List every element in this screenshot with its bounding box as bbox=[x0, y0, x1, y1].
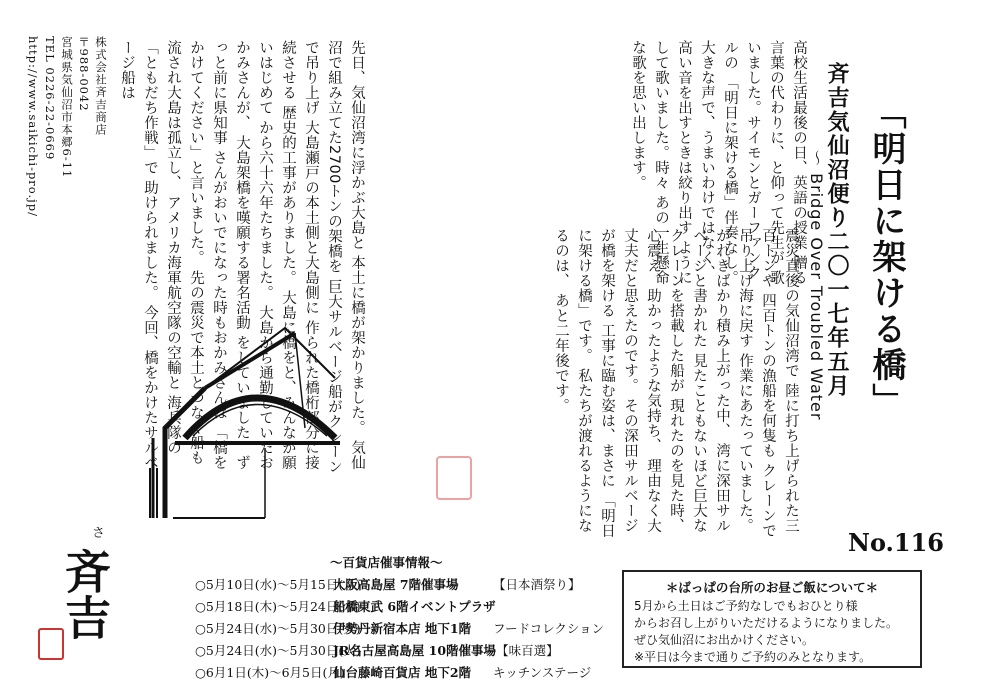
newsletter-title: 斉吉気仙沼便り二〇一七年五月 bbox=[824, 62, 850, 398]
event-item: ○5月24日(水)～5月30日(火)伊勢丹新宿本店 地下1階 フードコレクション bbox=[195, 621, 605, 636]
headline: 「明日に架ける橋」 bbox=[866, 95, 906, 419]
red-seal-stamp bbox=[436, 456, 472, 500]
notice-line: ぜひ気仙沼にお出かけください。 bbox=[634, 633, 815, 647]
notice-line: ※平日は今まで通りご予約のみとなります。 bbox=[634, 650, 872, 664]
company-tel: TEL 0226-22-0669 bbox=[43, 36, 57, 161]
event-item: ○5月18日(木)～5月24日(水)船橋東武 6階イベントプラザ bbox=[195, 599, 496, 614]
company-name: 株式会社斉吉商店 bbox=[94, 36, 108, 136]
company-address: 宮城県気仙沼市本郷6-11 bbox=[60, 36, 74, 179]
events-list bbox=[195, 574, 604, 684]
event-item: ○6月1日(木)～6月5日(月)仙台藤崎百貨店 地下2階 キッチンステージ bbox=[195, 665, 592, 680]
seal-stamp bbox=[38, 628, 64, 660]
paragraph-earthquake: 震災直後の気仙沼湾で 陸に打ち上げられた三百トンや 四百トンの漁船を何隻も クレーンで吊り上げ海に戻す 作業にあたっていました。 がれきばかり積み上がった中、 湾に深田サルベージと書かれた 見たこともないほど巨大な クレーンを搭載した船が 現れたのを見た時、 心震え、助かったような気持ち、 理由なく大丈夫だと思えたのです。 その深田サルベージが橋を架ける 工事に臨む姿は、まさに 「明日に架ける橋」です。 私たちが渡れるようになるのは、 あと二年後です。 bbox=[553, 228, 799, 539]
issue-number: No.116 bbox=[848, 528, 944, 557]
logo-caption: さ bbox=[92, 526, 106, 541]
bridge-illustration bbox=[145, 318, 345, 528]
notice-line: からお召し上がりいただけるようになりました。 bbox=[634, 616, 899, 630]
lunch-notice-box bbox=[622, 570, 922, 668]
company-postal: 〒988-0042 bbox=[77, 36, 91, 112]
saikichi-logo: 斉吉 bbox=[58, 548, 112, 640]
paragraph-bridge: 先日、気仙沼湾に浮かぶ大島と 本土に橋が架かりました。 気仙沼で組み立てた2700トンの架橋を 巨大サルベージ船がクレーンで吊り上げ 大島瀬戸の本土側と大島側に 作られた橋桁部分に接続させる 歴史的工事がありました。 大島に橋をと、みんなが願いはじめて から六十六年たちました。 大島から通勤していたおかみさんが、 大島架橋を嘆願する署名活動 をしていました。ずっと前に県知事 さんがおいでになった時もおかみさんは 「橋をかけてください」と言いました。 先の震災で本土とつなぐ船も 流され大島は孤立し、 アメリカ海軍航空隊の空輸と 海兵隊の「ともだち作戦」で 助けられました。 今回、橋をかけたサルベージ船は bbox=[119, 40, 365, 475]
notice-title: ＊ばっぱの台所のお昼ご飯について＊ bbox=[665, 580, 879, 595]
notice-line: 5月から土日はご予約なしでもおひとり様 bbox=[634, 599, 858, 613]
company-url-link[interactable]: http://www.saikichi-pro.jp/ bbox=[26, 36, 40, 217]
event-item: ○5月24日(水)～5月30日(火)JR名古屋高島屋 10階催事場【味百選】 bbox=[195, 643, 559, 658]
paragraph-graduation: 高校生活最後の日、英語の授業 贈る言葉の代わりに、と仰って先生が 歌いました。サイモンとガーファンクルの 「明日に架ける橋」伴奏なし。 大きな声で、うまいわけではなく、 高い音を出すときは絞り出す ようにして歌いました。時々 あの一生懸命な歌を思い出します。 bbox=[630, 40, 807, 286]
company-info bbox=[24, 36, 109, 217]
events-title: ～百貨店催事情報～ bbox=[330, 555, 443, 570]
event-item: ○5月10日(水)～5月15日(月)大阪高島屋 7階催事場 【日本酒祭り】 bbox=[195, 577, 581, 592]
subtitle: ～ Bridge Over Troubled Water bbox=[807, 150, 826, 421]
